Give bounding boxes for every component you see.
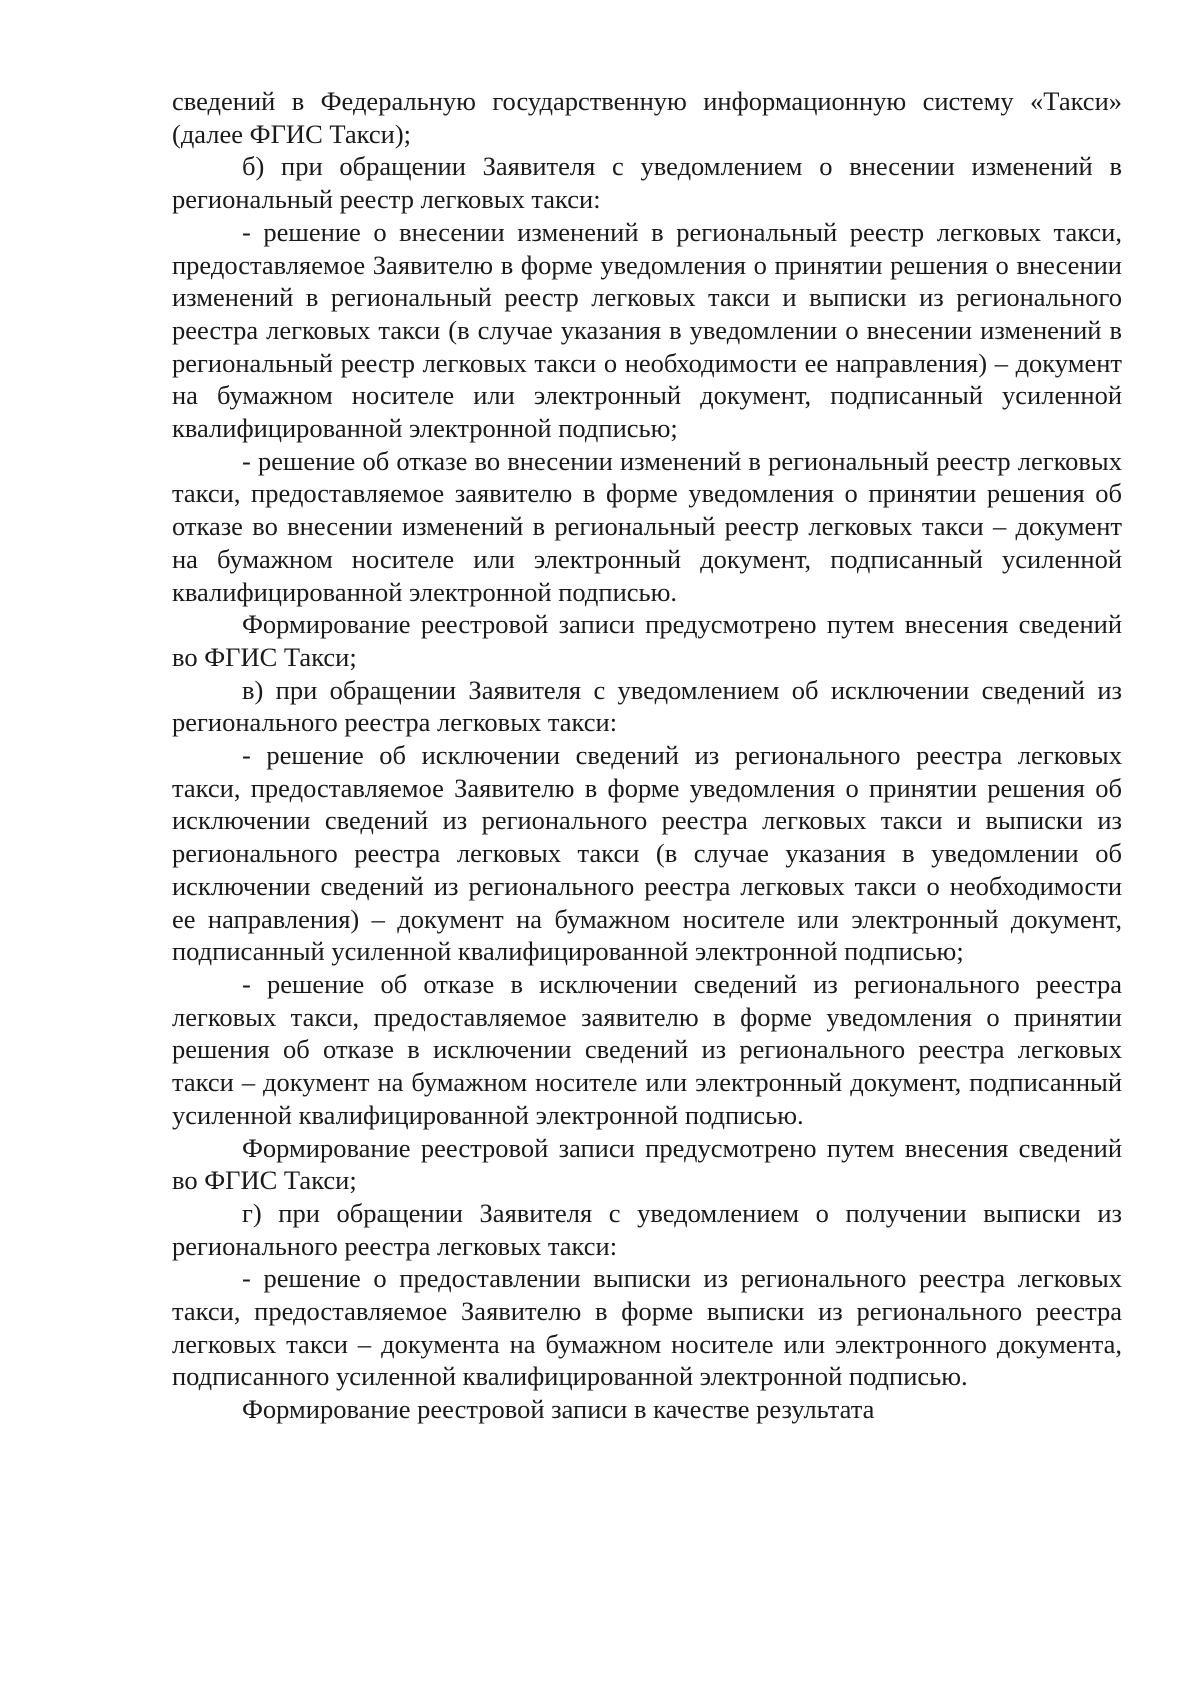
paragraph-item-b: б) при обращении Заявителя с уведомлением о внесении изменений в региональный реестр легковых такси: <box>172 151 1122 215</box>
paragraph-v-decision-exclusion: - решение об исключении сведений из регионального реестра легковых такси, предоставляемое Заявителю в форме уведомления о принятии решения об исключении сведений из регионального реестра легковых такси и выписки из регионального реестра легковых такси (в случае указания в уведомлении об исключении сведений из регионального реестра легковых такси о необходимости ее направления) – документ на бумажном носителе или электронный документ, подписанный усиленной квалифицированной электронной подписью; <box>172 740 1122 967</box>
paragraph-g-decision-extract: - решение о предоставлении выписки из регионального реестра легковых такси, предоставляемое Заявителю в форме выписки из регионального реестра легковых такси – документа на бумажном носителе или электронного документа, подписанного усиленной квалифицированной электронной подписью. <box>172 1263 1122 1392</box>
paragraph-b-decision-refusal: - решение об отказе во внесении изменений в региональный реестр легковых такси, предоставляемое заявителю в форме уведомления о принятии решения об отказе во внесении изменений в региональный реестр легковых такси – документ на бумажном носителе или электронный документ, подписанный усиленной квалифицированной электронной подписью. <box>172 445 1122 607</box>
paragraph-continuation: сведений в Федеральную государственную информационную систему «Такси» (далее ФГИС Такси); <box>172 86 1122 149</box>
paragraph-v-registry-record: Формирование реестровой записи предусмотрено путем внесения сведений во ФГИС Такси; <box>172 1132 1122 1196</box>
paragraph-item-g: г) при обращении Заявителя с уведомлением о получении выписки из регионального реестра легковых такси: <box>172 1197 1122 1261</box>
document-page <box>172 85 1122 1426</box>
paragraph-item-v: в) при обращении Заявителя с уведомлением об исключении сведений из регионального реестра легковых такси: <box>172 674 1122 738</box>
paragraph-b-decision-change: - решение о внесении изменений в региональный реестр легковых такси, предоставляемое Заявителю в форме уведомления о принятии решения о внесении изменений в региональный реестр легковых такси и выписки из регионального реестра легковых такси (в случае указания в уведомлении о внесении изменений в региональный реестр легковых такси о необходимости ее направления) – документ на бумажном носителе или электронный документ, подписанный усиленной квалифицированной электронной подписью; <box>172 216 1122 444</box>
paragraph-g-registry-record: Формирование реестровой записи в качестве результата <box>242 1394 875 1425</box>
paragraph-v-decision-refusal: - решение об отказе в исключении сведений из регионального реестра легковых такси, предоставляемое заявителю в форме уведомления о принятии решения об отказе в исключении сведений из регионального реестра легковых такси – документ на бумажном носителе или электронный документ, подписанный усиленной квалифицированной электронной подписью. <box>172 968 1122 1130</box>
paragraph-b-registry-record: Формирование реестровой записи предусмотрено путем внесения сведений во ФГИС Такси; <box>172 609 1122 672</box>
